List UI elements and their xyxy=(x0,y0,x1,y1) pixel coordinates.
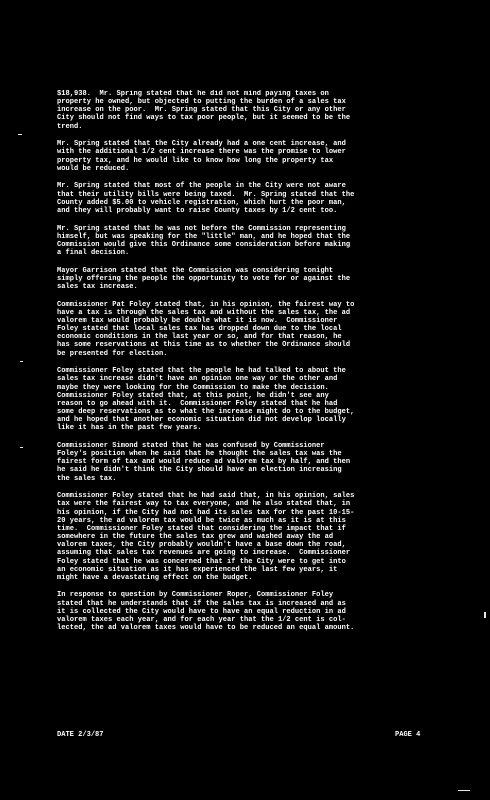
paragraph xyxy=(57,301,463,358)
text-line: Commissioner Foley stated that the people he had talked to about the xyxy=(57,367,346,376)
text-line: himself, but was speaking for the "little" man, and he hoped that the xyxy=(57,232,351,241)
text-line: $18,938. Mr. Spring stated that he did not mind paying taxes on xyxy=(57,90,329,98)
text-line: property tax, and he would like to know how long the property tax xyxy=(57,156,334,165)
text-line: Foley stated that local sales tax has dropped down due to the local xyxy=(57,325,342,334)
text-line: Foley stated that he was concerned that if the City were to get into xyxy=(57,557,346,566)
text-line: an economic situation as it has experienced the last few years, it xyxy=(57,565,338,574)
text-line: trend. xyxy=(57,122,83,131)
scan-mark xyxy=(20,361,23,362)
minutes-body-text xyxy=(57,90,463,642)
scan-mark xyxy=(20,447,23,448)
text-line: assuming that sales tax revenues are going to increase. Commissioner xyxy=(57,549,351,558)
text-line: County added $5.00 to vehicle registration, which hurt the poor man, xyxy=(57,198,346,207)
text-line: might have a devastating effect on the budget. xyxy=(57,573,253,582)
text-line: Foley's position when he said that he thought the sales tax was the xyxy=(57,450,342,459)
text-line: lected, the ad valorem taxes would have to be reduced an equal amount. xyxy=(57,624,355,633)
footer-page-number: PAGE 4 xyxy=(395,731,421,739)
paragraph xyxy=(57,591,463,632)
text-line: time. Commissioner Foley stated that considering the impact that if xyxy=(57,524,346,533)
text-line: tax were the fairest way to tax everyone, and he also stated that, in xyxy=(57,500,351,509)
text-line: the sales tax. xyxy=(57,474,117,483)
text-line: with the additional 1/2 cent increase there was the promise to lower xyxy=(57,148,346,157)
text-line: 20 years, the ad valorem tax would be twice as much as it is at this xyxy=(57,516,346,525)
text-line: Mr. Spring stated that he was not before the Commission representing xyxy=(57,224,346,233)
text-line: maybe they were looking for the Commission to make the decision. xyxy=(57,383,329,392)
text-line: increase on the poor. Mr. Spring stated that this City or any other xyxy=(57,106,346,115)
text-line: and they will probably want to raise County taxes by 1/2 cent too. xyxy=(57,206,338,215)
text-line: sales tax increase didn't have an opinion one way or the other and xyxy=(57,375,338,384)
scan-mark xyxy=(484,612,486,618)
text-line: somewhere in the future the sales tax grew and washed away the ad xyxy=(57,533,334,542)
text-line: property he owned, but objected to putting the burden of a sales tax xyxy=(57,98,346,107)
text-line: Commissioner Pat Foley stated that, in his opinion, the fairest way to xyxy=(57,300,355,309)
text-line: In response to question by Commissioner Roper, Commissioner Foley xyxy=(57,591,334,600)
text-line: Commissioner Foley stated that, at this point, he didn't see any xyxy=(57,391,329,400)
page-footer xyxy=(57,731,463,741)
text-line: stated that he understands that if the sales tax is increased and as xyxy=(57,599,346,608)
text-line: and he hoped that another economic situation did not develop locally xyxy=(57,416,346,425)
text-line: Commissioner Foley stated that he had said that, in his opinion, sales xyxy=(57,492,355,501)
text-line: Mr. Spring stated that most of the people in the City were not aware xyxy=(57,182,346,191)
paragraph xyxy=(57,182,463,215)
text-line: fairest form of tax and would reduce ad valorem tax by half, and then xyxy=(57,458,351,467)
text-line: Commission would give this Ordinance some consideration before making xyxy=(57,240,351,249)
text-line: his opinion, if the City had not had its sales tax for the past 10-15- xyxy=(57,508,355,517)
text-line: it is collected the City would have to have an equal reduction in ad xyxy=(57,607,346,616)
text-line: be presented for election. xyxy=(57,349,168,358)
text-line: Mr. Spring stated that the City already had a one cent increase, and xyxy=(57,140,346,149)
paragraph xyxy=(57,90,463,131)
text-line: valorem taxes each year, and for each year that the 1/2 cent is col- xyxy=(57,615,346,624)
paragraph xyxy=(57,442,463,483)
scan-mark xyxy=(18,134,22,135)
text-line: a final decision. xyxy=(57,249,130,257)
text-line: economic conditions in the last year or so, and for that reason, he xyxy=(57,333,342,342)
text-line: reason to go ahead with it. Commissioner Foley stated that he had xyxy=(57,399,338,408)
text-line: would be reduced. xyxy=(57,164,130,173)
scan-mark xyxy=(458,790,470,791)
text-line: Mayor Garrison stated that the Commission was considering tonight xyxy=(57,266,334,275)
paragraph xyxy=(57,492,463,582)
paragraph xyxy=(57,225,463,258)
text-line: like it has in the past few years. xyxy=(57,424,202,433)
text-line: City should not find ways to tax poor people, but it seemed to be the xyxy=(57,114,351,123)
paragraph xyxy=(57,267,463,291)
footer-date: DATE 2/3/87 xyxy=(57,731,104,739)
text-line: valorem taxes, the City probably wouldn't have a base down the road, xyxy=(57,541,346,550)
paragraph xyxy=(57,140,463,173)
text-line: sales tax increase. xyxy=(57,282,138,291)
text-line: that their utility bills were being taxed. Mr. Spring stated that the xyxy=(57,190,355,199)
text-line: has some reservations at this time as to whether the Ordinance should xyxy=(57,341,351,350)
paragraph xyxy=(57,367,463,432)
text-line: simply offering the people the opportunity to vote for or against the xyxy=(57,274,351,283)
text-line: some deep reservations as to what the increase might do to the budget, xyxy=(57,408,355,416)
text-line: he said he didn't think the City should have an election increasing xyxy=(57,466,342,475)
text-line: Commissioner Simond stated that he was confused by Commissioner xyxy=(57,441,325,450)
text-line: valorem tax would probably be double what it is now. Commissioner xyxy=(57,316,338,325)
text-line: have a tax is through the sales tax and without the sales tax, the ad xyxy=(57,308,351,317)
